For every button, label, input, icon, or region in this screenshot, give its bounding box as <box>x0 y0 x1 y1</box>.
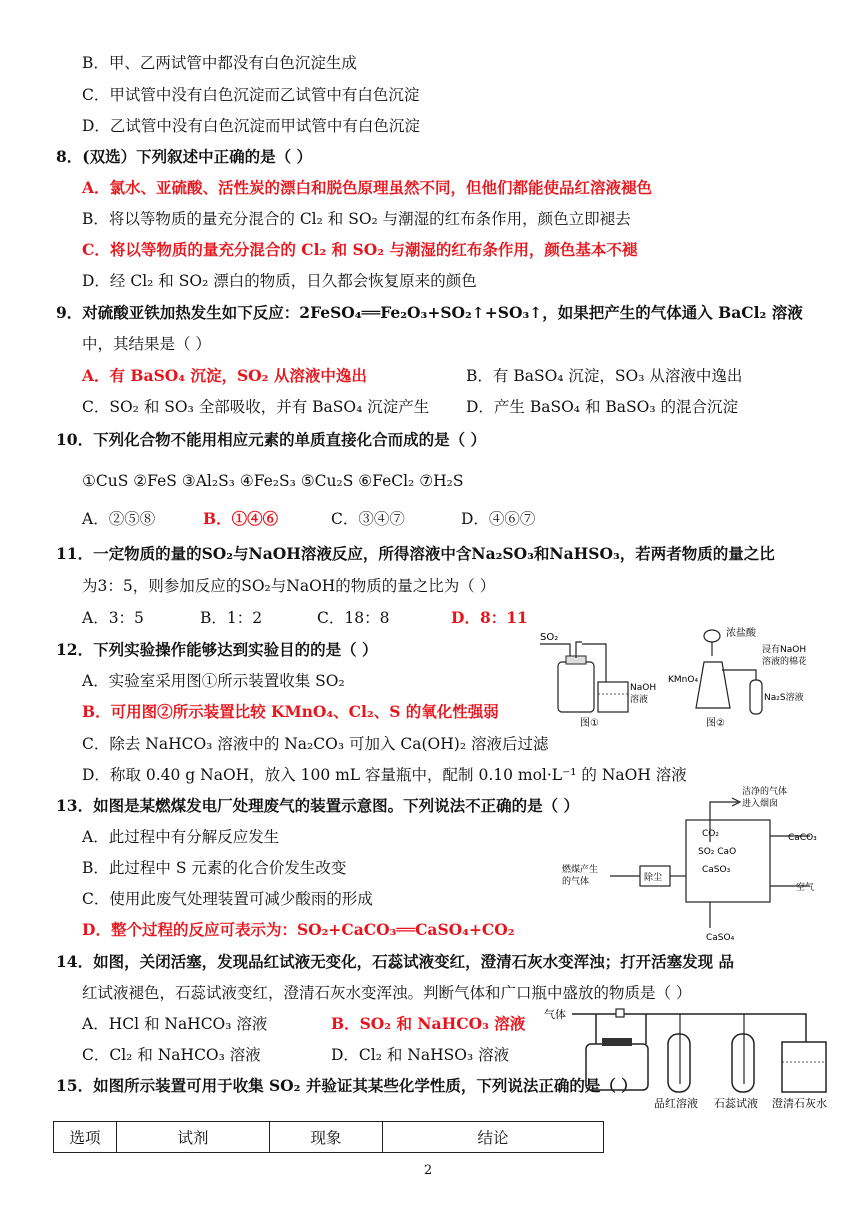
fig2-cotton-label-1: 浸有NaOH <box>762 645 806 655</box>
fig2-conc-hcl-label: 浓盐酸 <box>726 628 756 639</box>
fig2-kmno4-label: KMnO₄ <box>668 675 699 685</box>
fig2-caption: 图② <box>706 718 725 729</box>
table-header-conclusion: 结论 <box>383 1122 604 1153</box>
clean-gas-label-2: 进入烟囱 <box>742 799 779 809</box>
q11-option-d: D．8：11 <box>451 608 528 627</box>
q12-option-c: C．除去 NaHCO₃ 溶液中的 Na₂CO₃ 可加入 Ca(OH)₂ 溶液后过滤 <box>82 735 549 753</box>
q13-stem: 13．如图是某燃煤发电厂处理废气的装置示意图。下列说法不正确的是（ ） <box>56 796 579 815</box>
caso4-label: CaSO₄ <box>706 933 735 943</box>
q12-option-b: B．可用图②所示装置比较 KMnO₄、Cl₂、S 的氧化性强弱 <box>82 702 499 721</box>
limewater-label: 澄清石灰水 <box>772 1097 827 1110</box>
fig1-caption: 图① <box>580 718 599 729</box>
q11-stem-cont: 为3：5，则参加反应的SO₂与NaOH的物质的量之比为（ ） <box>82 577 496 595</box>
limewater-beaker <box>782 1042 826 1092</box>
co2-label: CO₂ <box>702 829 719 839</box>
q10-option-d: D．④⑥⑦ <box>461 510 536 528</box>
q10-option-a: A．②⑤⑧ <box>82 510 156 528</box>
q10-compound-list: ①CuS ②FeS ③Al₂S₃ ④Fe₂S₃ ⑤Cu₂S ⑥FeCl₂ ⑦H₂S <box>82 472 464 490</box>
na2s-test-tube <box>750 680 762 714</box>
dust-removal-label: 除尘 <box>644 873 663 883</box>
reactor-box <box>686 820 770 902</box>
q14-stem-cont: 红试液褪色，石蕊试液变红，澄清石灰水变浑浊。判断气体和广口瓶中盛放的物质是（ ） <box>82 984 692 1002</box>
q7-option-d: D．乙试管中没有白色沉淀而甲试管中有白色沉淀 <box>82 117 420 135</box>
magenta-test-tube <box>668 1034 690 1092</box>
q8-option-a: A．氯水、亚硫酸、活性炭的漂白和脱色原理虽然不同，但他们都能使品红溶液褪色 <box>82 178 653 197</box>
conical-flask <box>696 662 730 708</box>
q14-option-c: C．Cl₂ 和 NaHCO₃ 溶液 <box>82 1046 261 1064</box>
clean-gas-label-1: 洁净的气体 <box>742 787 788 797</box>
q10-option-c: C．③④⑦ <box>331 510 405 528</box>
gas-collection-bottle <box>558 662 594 712</box>
q9-option-a: A．有 BaSO₄ 沉淀，SO₂ 从溶液中逸出 <box>82 366 367 385</box>
q12-option-a: A．实验室采用图①所示装置收集 SO₂ <box>82 672 345 690</box>
q9-stem: 9．对硫酸亚铁加热发生如下反应：2FeSO₄══Fe₂O₃+SO₂↑+SO₃↑，如果把产生的气体通入 BaCl₂ 溶液 <box>56 303 803 322</box>
q13-option-a: A．此过程中有分解反应发生 <box>82 828 280 846</box>
q8-option-b: B．将以等物质的量充分混合的 Cl₂ 和 SO₂ 与潮湿的红布条作用，颜色立即褪去 <box>82 210 631 228</box>
q15-options-table <box>53 1121 604 1153</box>
q13-flue-gas-diagram <box>560 780 830 945</box>
fig2-na2s-label: Na₂S溶液 <box>764 693 804 703</box>
naoh-beaker <box>598 682 628 712</box>
q15-stem: 15．如图所示装置可用于收集 SO₂ 并验证其某些化学性质，下列说法正确的是（ ） <box>56 1076 637 1095</box>
q8-stem: 8．(双选）下列叙述中正确的是（ ） <box>56 147 313 166</box>
q11-option-a: A．3：5 <box>82 609 144 627</box>
q12-option-d: D．称取 0.40 g NaOH，放入 100 mL 容量瓶中，配制 0.10 mol·L⁻¹ 的 NaOH 溶液 <box>82 766 687 784</box>
table-header-reagent: 试剂 <box>117 1122 270 1153</box>
so2-cao-label: SO₂ CaO <box>698 847 737 857</box>
q13-option-c: C．使用此废气处理装置可减少酸雨的形成 <box>82 890 373 908</box>
q7-option-b: B．甲、乙两试管中都没有白色沉淀生成 <box>82 54 357 72</box>
q9-option-d: D．产生 BaSO₄ 和 BaSO₃ 的混合沉淀 <box>466 398 738 416</box>
q7-option-c: C．甲试管中没有白色沉淀而乙试管中有白色沉淀 <box>82 86 420 104</box>
q8-option-d: D．经 Cl₂ 和 SO₂ 漂白的物质，日久都会恢复原来的颜色 <box>82 272 477 290</box>
separatory-funnel <box>704 630 720 642</box>
fig1-naoh-label: NaOH <box>630 683 657 693</box>
q9-option-c: C．SO₂ 和 SO₃ 全部吸收，并有 BaSO₄ 沉淀产生 <box>82 398 430 416</box>
q14-option-d: D．Cl₂ 和 NaHSO₃ 溶液 <box>331 1046 510 1064</box>
gas-inlet-label: 气体 <box>544 1008 566 1021</box>
q9-stem-cont: 中，其结果是（ ） <box>82 335 211 353</box>
q10-stem: 10．下列化合物不能用相应元素的单质直接化合而成的是（ ） <box>56 430 486 449</box>
q13-option-b: B．此过程中 S 元素的化合价发生改变 <box>82 859 347 877</box>
q11-stem: 11．一定物质的量的SO₂与NaOH溶液反应，所得溶液中含Na₂SO₃和NaHSO₃，若两者物质的量之比 <box>56 544 775 563</box>
q13-option-d: D．整个过程的反应可表示为：SO₂+CaCO₃══CaSO₄+CO₂ <box>82 920 515 939</box>
q14-stem: 14．如图，关闭活塞，发现品红试液无变化，石蕊试液变红，澄清石灰水变浑浊；打开活塞发现 品 <box>56 952 734 971</box>
page-number: 2 <box>424 1163 433 1178</box>
q14-apparatus-figure <box>536 1004 836 1114</box>
air-label: 空气 <box>796 883 815 893</box>
magenta-solution-label: 品红溶液 <box>654 1097 698 1110</box>
q11-option-c: C．18：8 <box>317 609 390 627</box>
wide-mouth-bottle <box>586 1044 648 1090</box>
coal-gas-label-2: 的气体 <box>562 877 590 887</box>
fig2-cotton-label-2: 溶液的棉花 <box>762 657 806 667</box>
fig1-solution-label: 溶液 <box>630 695 649 705</box>
q8-option-c: C．将以等物质的量充分混合的 Cl₂ 和 SO₂ 与潮湿的红布条作用，颜色基本不褪 <box>82 240 638 259</box>
q12-stem: 12．下列实验操作能够达到实验目的的是（ ） <box>56 640 378 659</box>
fig1-so2-label: SO₂ <box>540 632 559 643</box>
table-header-phenomenon: 现象 <box>270 1122 383 1153</box>
coal-gas-label-1: 燃煤产生 <box>562 865 599 875</box>
q11-option-b: B．1：2 <box>200 609 263 627</box>
litmus-test-tube <box>732 1034 754 1092</box>
q14-option-b: B．SO₂ 和 NaHCO₃ 溶液 <box>331 1014 526 1033</box>
q9-option-b: B．有 BaSO₄ 沉淀，SO₃ 从溶液中逸出 <box>466 367 743 385</box>
stopcock <box>616 1009 624 1017</box>
caco3-label: CaCO₃ <box>788 833 817 843</box>
caso3-label: CaSO₃ <box>702 865 731 875</box>
table-header-option: 选项 <box>54 1122 117 1153</box>
table-header-row <box>54 1122 604 1153</box>
litmus-solution-label: 石蕊试液 <box>714 1097 758 1110</box>
q12-apparatus-figure <box>536 622 806 730</box>
q10-option-b: B．①④⑥ <box>203 509 279 528</box>
q14-option-a: A．HCl 和 NaHCO₃ 溶液 <box>82 1015 268 1033</box>
